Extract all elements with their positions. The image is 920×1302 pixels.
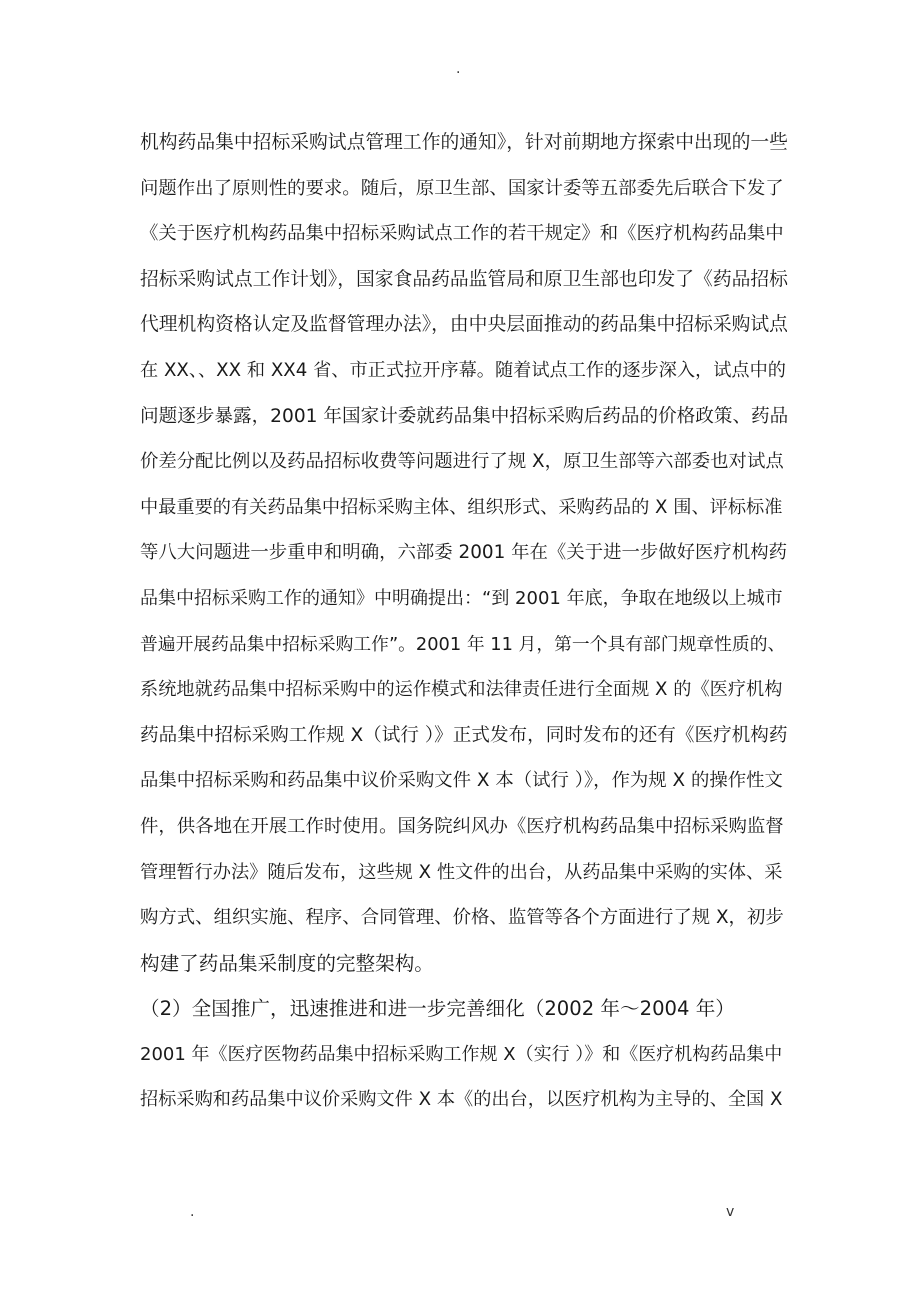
text-line: 件，供各地在开展工作时使用。国务院纠风办《医疗机构药品集中招标采购监督: [140, 815, 784, 837]
text-line: 2001 年《医疗医物药品集中招标采购工作规 X（实行 ）》和《医疗机构药品集中: [140, 1043, 783, 1065]
text-line: 招标采购和药品集中议价采购文件 X 本《的出台，以医疗机构为主导的、全国 X: [140, 1089, 783, 1111]
text-line: 在 XX、、XX 和 XX4 省、市正式拉开序幕。随着试点工作的逐步深入，试点中的: [140, 359, 786, 381]
text-line: 问题逐步暴露，2001 年国家计委就药品集中招标采购后药品的价格政策、药品: [140, 405, 789, 427]
text-line: 机构药品集中招标采购试点管理工作的通知》，针对前期地方探索中出现的一些: [140, 132, 788, 153]
text-line: 代理机构资格认定及监督管理办法》，由中央层面推动的药品集中招标采购试点: [140, 314, 788, 336]
page-footer-left-mark: .: [190, 1204, 195, 1220]
page-header-mark: .: [456, 61, 461, 77]
document-body: [140, 120, 789, 1123]
text-line: 系统地就药品集中招标采购中的运作模式和法律责任进行全面规 X 的《医疗机构: [140, 679, 783, 701]
text-line: 问题作出了原则性的要求。随后，原卫生部、国家计委等五部委先后联合下发了: [140, 177, 784, 199]
text-line: 药品集中招标采购工作规 X（试行 ）》正式发布，同时发布的还有《医疗机构药: [140, 724, 788, 746]
page-footer-right-mark: v: [726, 1204, 735, 1220]
text-line: 管理暂行办法》随后发布，这些规 X 性文件的出台，从药品集中采购的实体、采: [140, 861, 783, 883]
text-line: 等八大问题进一步重申和明确，六部委 2001 年在《关于进一步做好医疗机构药: [140, 542, 787, 564]
text-line: 《关于医疗机构药品集中招标采购试点工作的若干规定》和《医疗机构药品集中: [140, 223, 784, 245]
text-line: 品集中招标采购和药品集中议价采购文件 X 本（试行 ）》，作为规 X 的操作性文: [140, 770, 783, 792]
text-line: 中最重要的有关药品集中招标采购主体、组织形式、采购药品的 X 围、评标标准: [140, 496, 783, 518]
text-line: 构建了药品集采制度的完整架构。: [140, 951, 434, 975]
text-line: 品集中招标采购工作的通知》中明确提出：“到 2001 年底，争取在地级以上城市: [140, 587, 783, 609]
text-line: 普遍开展药品集中招标采购工作”。2001 年 11 月，第一个具有部门规章性质的、: [140, 633, 786, 655]
text-line: 价差分配比例以及药品招标收费等问题进行了规 X，原卫生部等六部委也对试点: [140, 451, 784, 473]
text-line: 招标采购试点工作计划》，国家食品药品监管局和原卫生部也印发了《药品招标: [140, 268, 788, 290]
section-heading: （2）全国推广，迅速推进和进一步完善细化（2002 年〜2004 年）: [140, 997, 735, 1021]
text-line: 购方式、组织实施、程序、合同管理、价格、监管等各个方面进行了规 X，初步: [140, 907, 784, 929]
